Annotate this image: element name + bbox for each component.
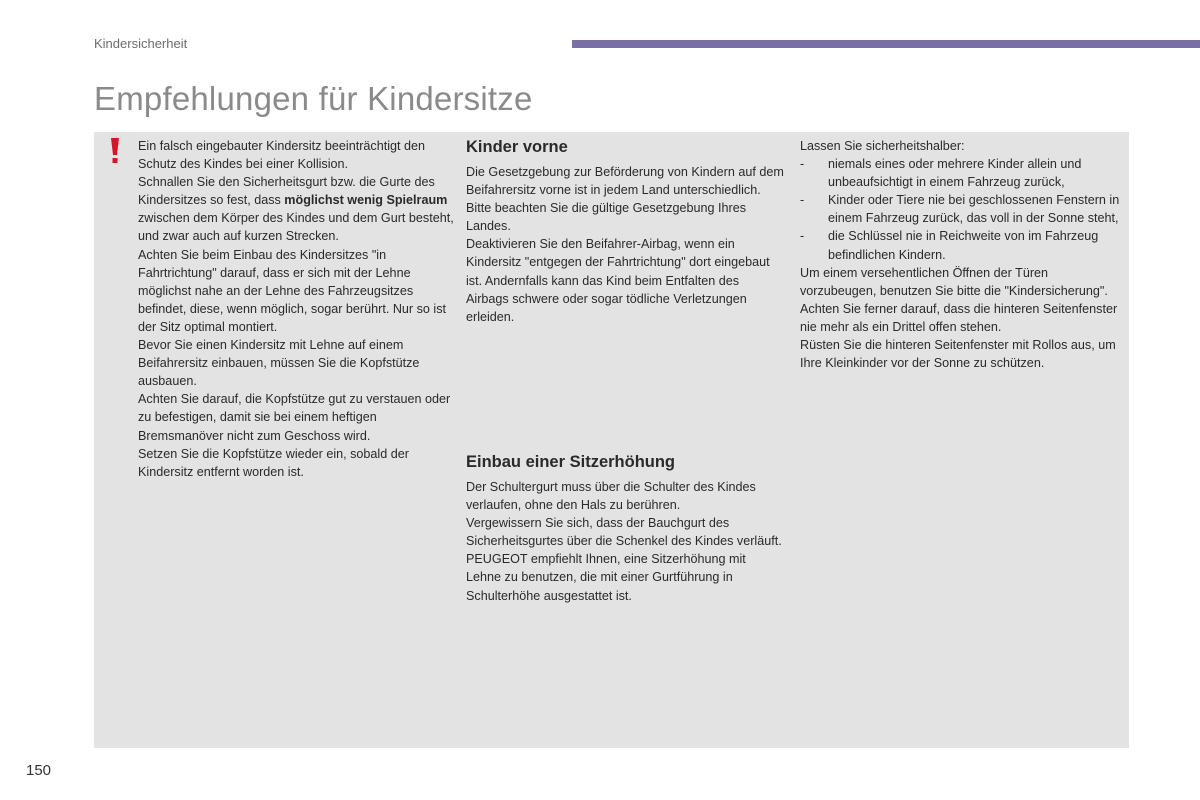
warning-text xyxy=(138,137,456,481)
page-number: 150 xyxy=(26,762,52,779)
safety-item-text: die Schlüssel nie in Reichweite von im Fahrzeug befindlichen Kindern. xyxy=(828,229,1099,262)
front-seat-heading: Kinder vorne xyxy=(466,138,568,156)
safety-list-item xyxy=(800,191,1122,227)
list-dash: - xyxy=(800,157,805,172)
front-paragraph: Die Gesetzgebung zur Beförderung von Kindern auf dem Beifahrersitz vorne ist in jedem Land unterschiedlich. Bitte beachten Sie die gültige Gesetzgebung Ihres Landes. xyxy=(466,165,784,234)
front-seat-section xyxy=(466,137,784,326)
belt-text: Schnallen Sie den Sicherheitsgurt bzw. die Gurte des Kindersitzes so fest, dass xyxy=(138,175,435,208)
section-label: Kindersicherheit xyxy=(94,36,188,51)
warning-paragraph: Bevor Sie einen Kindersitz mit Lehne auf einem Beifahrersitz einbauen, müssen Sie die Kopfstütze ausbauen. xyxy=(138,338,420,389)
safety-list-item xyxy=(800,227,1122,263)
booster-section xyxy=(466,452,784,605)
booster-heading: Einbau einer Sitzerhöhung xyxy=(466,453,676,471)
booster-paragraph: PEUGEOT empfiehlt Ihnen, eine Sitzerhöhung mit Lehne zu benutzen, die mit einer Gurtführung in Schulterhöhe ausgestattet ist. xyxy=(466,552,746,603)
warning-paragraph: Ein falsch eingebauter Kindersitz beeinträchtigt den Schutz des Kindes bei einer Kollision. xyxy=(138,139,426,172)
exclamation-icon xyxy=(108,137,122,165)
safety-paragraph: Achten Sie ferner darauf, dass die hinteren Seitenfenster nie mehr als ein Drittel offen stehen. xyxy=(800,301,1118,334)
page-title: Empfehlungen für Kindersitze xyxy=(94,80,533,117)
safety-intro: Lassen Sie sicherheitshalber: xyxy=(800,139,965,153)
warning-paragraph: Achten Sie darauf, die Kopfstütze gut zu verstauen oder zu befestigen, damit sie bei einem heftigen Bremsmanöver nicht zum Geschoss wird. xyxy=(138,392,451,443)
belt-text-end: zwischen dem Körper des Kindes und dem Gurt besteht, und zwar auch auf kurzen Strecken. xyxy=(138,211,454,244)
front-paragraph: Deaktivieren Sie den Beifahrer-Airbag, wenn ein Kindersitz "entgegen der Fahrtrichtung" dort eingebaut ist. Andernfalls kann das Kind beim Entfalten des Airbags schwere oder sogar tödliche Verletzungen erleiden. xyxy=(466,237,770,324)
safety-item-text: Kinder oder Tiere nie bei geschlossenen Fenstern in einem Fahrzeug zurück, das voll in der Sonne steht, xyxy=(828,193,1120,226)
section-accent-bar xyxy=(572,40,1200,48)
warning-paragraph: Achten Sie beim Einbau des Kindersitzes "in Fahrtrichtung" darauf, dass er sich mit der Lehne möglichst nahe an der Lehne des Fahrzeugsitzes befindet, diese, wenn möglich, sogar berührt. Nur so ist der Sitz optimal montiert. xyxy=(138,247,447,334)
safety-item-text: niemals eines oder mehrere Kinder allein und unbeaufsichtigt in einem Fahrzeug zurück, xyxy=(828,157,1082,190)
safety-paragraph: Rüsten Sie die hinteren Seitenfenster mit Rollos aus, um Ihre Kleinkinder vor der Sonne zu schützen. xyxy=(800,338,1116,371)
belt-paragraph xyxy=(138,173,456,245)
warning-paragraph: Setzen Sie die Kopfstütze wieder ein, sobald der Kindersitz entfernt worden ist. xyxy=(138,446,409,479)
belt-emphasis: möglichst wenig Spielraum xyxy=(284,193,448,208)
safety-paragraph: Um einem versehentlichen Öffnen der Türen vorzubeugen, benutzen Sie bitte die "Kindersicherung". xyxy=(800,265,1108,298)
booster-paragraph: Der Schultergurt muss über die Schulter des Kindes verlaufen, ohne den Hals zu berühren. xyxy=(466,480,756,513)
safety-section xyxy=(800,137,1122,372)
safety-list-item xyxy=(800,155,1122,191)
list-dash: - xyxy=(800,193,805,208)
list-dash: - xyxy=(800,229,805,244)
booster-paragraph: Vergewissern Sie sich, dass der Bauchgurt des Sicherheitsgurtes über die Schenkel des Kindes verläuft. xyxy=(466,516,782,549)
